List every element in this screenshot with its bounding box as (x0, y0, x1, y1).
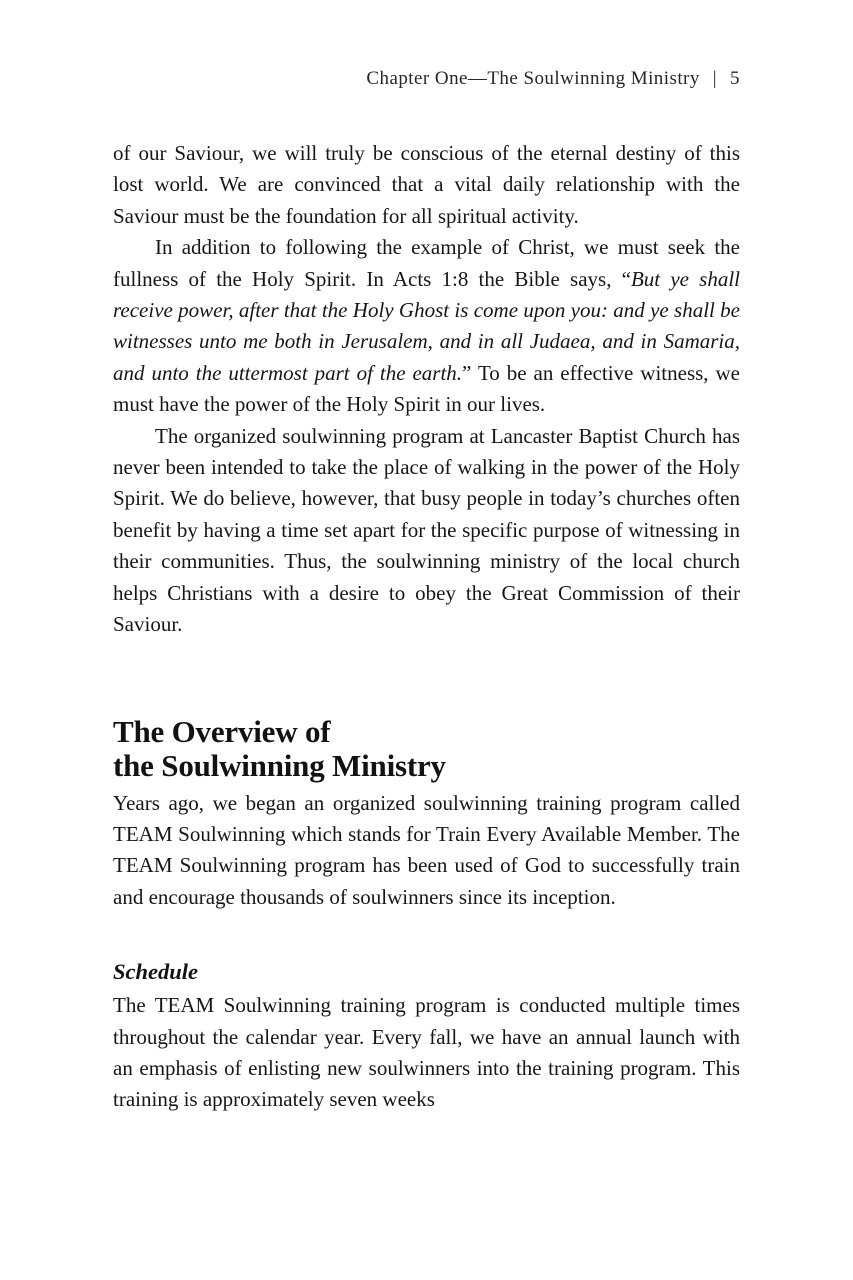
book-page (113, 0, 740, 1116)
paragraph-holy-spirit (113, 232, 740, 420)
section-heading-line-1: The Overview of (113, 713, 331, 749)
paragraph-schedule: The TEAM Soulwinning training program is conducted multiple times throughout the calendar year. Every fall, we have an annual launch with an emphasis of enlisting new soulwinners into the training program. This training is approximately seven weeks (113, 993, 740, 1112)
chapter-title: Chapter One—The Soulwinning Ministry (366, 68, 700, 89)
running-head (113, 0, 740, 92)
bible-quote-acts-1-8: But ye shall receive power, after that the Holy Ghost is come upon you: and ye shall be witnesses unto me both in Jerusalem, and in all Judaea, and in Samaria, and unto the uttermost part of the earth. (113, 266, 740, 385)
paragraph-continuation: of our Saviour, we will truly be conscious of the eternal destiny of this lost world. We are convinced that a vital daily relationship with the Saviour must be the foundation for all spiritual activity. (113, 141, 740, 228)
paragraph-text-after-quote: ” To be an effective witness, we must have the power of the Holy Spirit in our lives. (113, 360, 740, 417)
paragraph-text-before-quote: In addition to following the example of Christ, we must seek the fullness of the Holy Spirit. In Acts 1:8 the Bible says, “ (113, 235, 740, 291)
paragraph-team-soulwinning-intro: Years ago, we began an organized soulwinning training program called TEAM Soulwinning which stands for Train Every Available Member. The TEAM Soulwinning program has been used of God to successfully train and encourage thousands of soulwinners since its inception. (113, 790, 740, 909)
section-heading-overview (113, 715, 740, 783)
page-number: 5 (730, 68, 740, 89)
subsection-heading-schedule: Schedule (113, 959, 199, 985)
header-separator: | (712, 68, 718, 89)
page-body (113, 138, 740, 1116)
section-heading-line-2: the Soulwinning Ministry (113, 747, 446, 783)
paragraph-organized-program: The organized soulwinning program at Lancaster Baptist Church has never been intended to take the place of walking in the power of the Holy Spirit. We do believe, however, that busy people in today’s churches often benefit by having a time set apart for the specific purpose of witnessing in their communities. Thus, the soulwinning ministry of the local church helps Christians with a desire to obey the Great Commission of their Saviour. (113, 423, 740, 637)
